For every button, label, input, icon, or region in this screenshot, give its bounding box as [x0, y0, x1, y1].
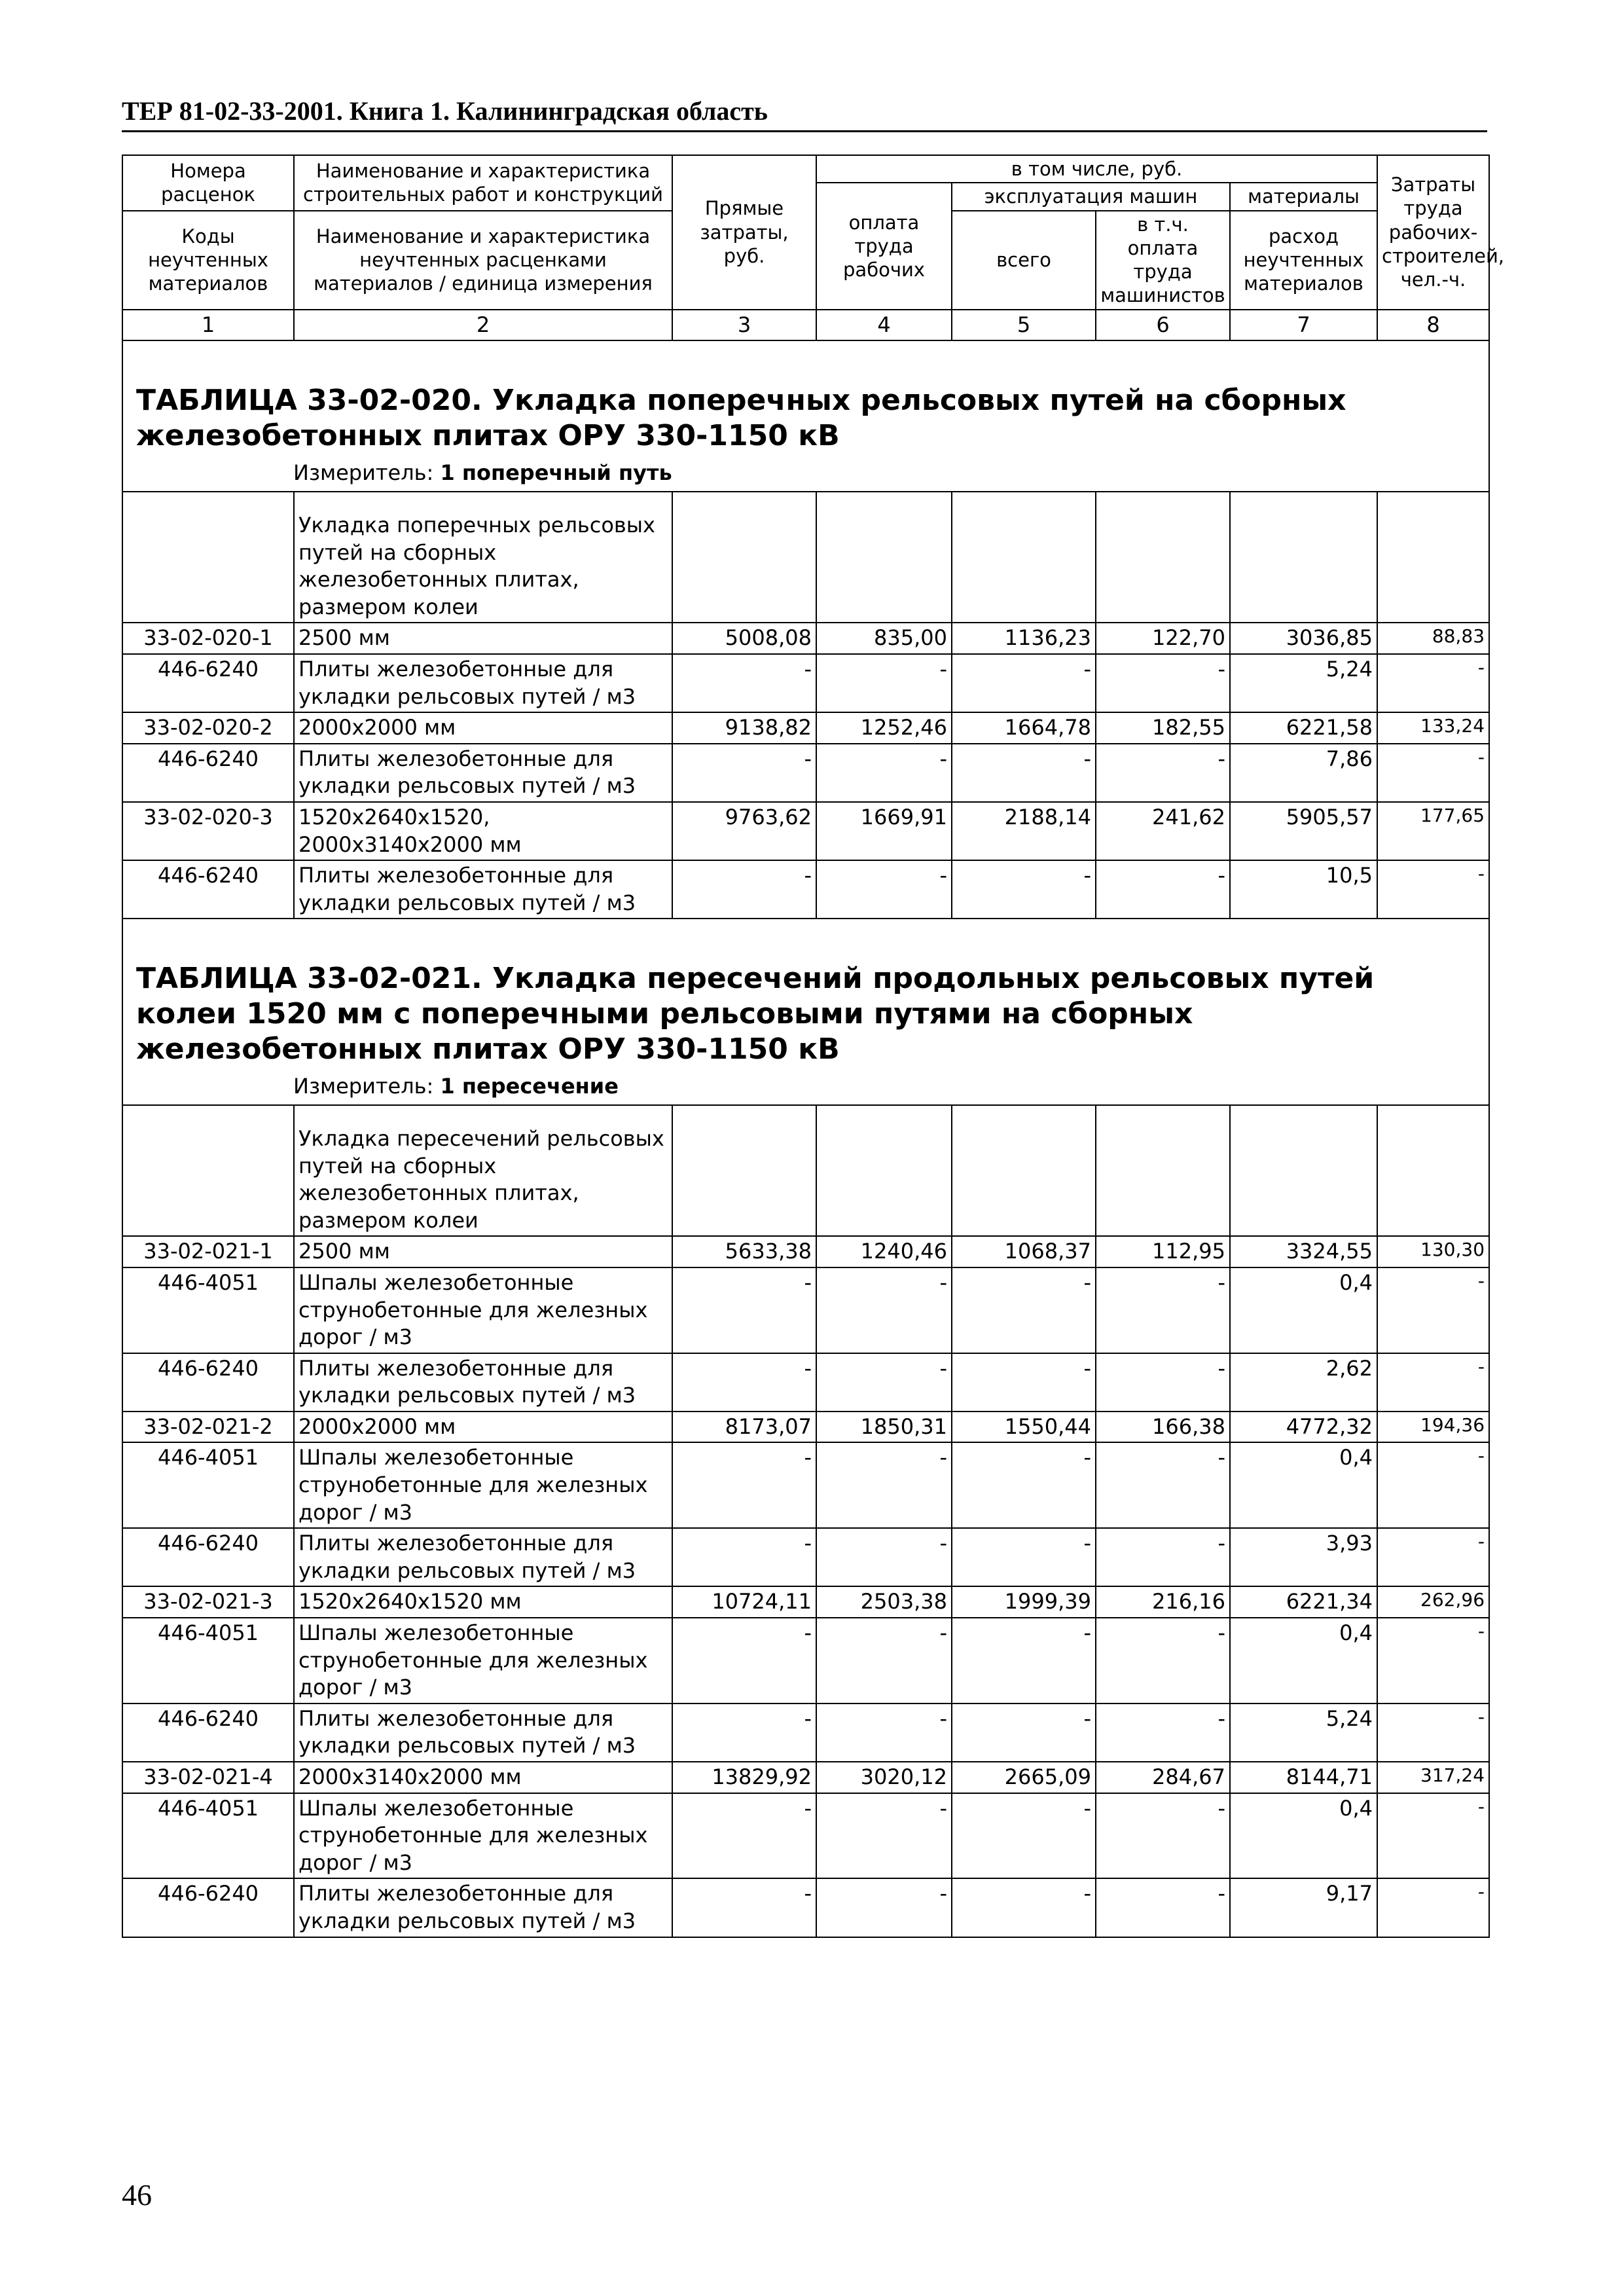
machines-total-value: -	[952, 1878, 1096, 1937]
machines-total-value: 1664,78	[952, 712, 1096, 744]
rate-code: 33-02-020-2	[122, 712, 294, 744]
meter-label: Измеритель:	[293, 1074, 434, 1099]
header-machinists-pay: в т.ч. оплата труда машинистов	[1096, 211, 1230, 310]
labor-costs-value: -	[1377, 1704, 1489, 1762]
page-header: ТЕР 81-02-33-2001. Книга 1. Калининградская область	[122, 96, 1487, 132]
direct-costs-value: -	[672, 1793, 816, 1879]
material-name: Плиты железобетонные для укладки рельсовых путей / м3	[294, 1704, 672, 1762]
rate-code: 33-02-021-4	[122, 1762, 294, 1793]
section-intro: Укладка поперечных рельсовых путей на сборных железобетонных плитах, размером колеи	[294, 492, 672, 623]
materials-value: 3324,55	[1230, 1236, 1377, 1267]
material-row	[122, 1528, 1489, 1586]
materials-value: 5905,57	[1230, 802, 1377, 860]
header-machines-total: всего	[952, 211, 1096, 310]
meter-label: Измеритель:	[293, 460, 434, 486]
machines-total-value: -	[952, 1353, 1096, 1412]
col-number: 2	[294, 310, 672, 341]
meter-line	[123, 1066, 1489, 1104]
direct-costs-value: -	[672, 1353, 816, 1412]
material-code: 446-6240	[122, 1704, 294, 1762]
header-machines: эксплуатация машин	[952, 183, 1230, 210]
machinists-pay-value: -	[1096, 744, 1230, 802]
material-code: 446-6240	[122, 1878, 294, 1937]
materials-consumption-value: 0,4	[1230, 1618, 1377, 1704]
labor-pay-value: -	[816, 1528, 952, 1586]
material-code: 446-4051	[122, 1267, 294, 1353]
header-labor-pay: оплата труда рабочих	[816, 183, 952, 309]
labor-pay-value: 1669,91	[816, 802, 952, 860]
labor-costs-value: 130,30	[1377, 1236, 1489, 1267]
intro-empty-cell	[672, 492, 816, 623]
intro-empty-cell	[1377, 1105, 1489, 1236]
material-row	[122, 1618, 1489, 1704]
machines-total-value: -	[952, 1267, 1096, 1353]
intro-empty-cell	[1377, 492, 1489, 623]
page-number: 46	[122, 2178, 152, 2212]
rate-row	[122, 1236, 1489, 1267]
labor-costs-value: -	[1377, 654, 1489, 712]
header-rate-numbers: Номера расценок	[122, 155, 294, 211]
materials-consumption-value: 9,17	[1230, 1878, 1377, 1937]
direct-costs-value: -	[672, 1442, 816, 1528]
machines-total-value: 2665,09	[952, 1762, 1096, 1793]
labor-pay-value: -	[816, 860, 952, 919]
direct-costs-value: -	[672, 1704, 816, 1762]
machines-total-value: -	[952, 1704, 1096, 1762]
rate-name: 1520x2640x1520 мм	[294, 1586, 672, 1618]
materials-value: 6221,58	[1230, 712, 1377, 744]
direct-costs-value: -	[672, 744, 816, 802]
machines-total-value: 1136,23	[952, 623, 1096, 654]
intro-empty-cell	[672, 1105, 816, 1236]
labor-costs-value: 262,96	[1377, 1586, 1489, 1618]
machinists-pay-value: 182,55	[1096, 712, 1230, 744]
labor-costs-value: -	[1377, 1528, 1489, 1586]
header-labor-costs: Затраты труда рабочих-строителей, чел.-ч.	[1377, 155, 1489, 310]
table-body	[122, 340, 1489, 1937]
header-name-materials: Наименование и характеристика неучтенных расценками материалов / единица измерения	[294, 211, 672, 310]
meter-value: 1 поперечный путь	[440, 460, 672, 486]
machines-total-value: 2188,14	[952, 802, 1096, 860]
material-name: Плиты железобетонные для укладки рельсовых путей / м3	[294, 744, 672, 802]
rate-code: 33-02-021-3	[122, 1586, 294, 1618]
intro-empty-cell	[816, 1105, 952, 1236]
materials-consumption-value: 0,4	[1230, 1793, 1377, 1879]
labor-costs-value: 177,65	[1377, 802, 1489, 860]
materials-value: 6221,34	[1230, 1586, 1377, 1618]
col-number: 4	[816, 310, 952, 341]
material-code: 446-6240	[122, 654, 294, 712]
section-intro: Укладка пересечений рельсовых путей на сборных железобетонных плитах, размером колеи	[294, 1105, 672, 1236]
rate-row	[122, 623, 1489, 654]
materials-consumption-value: 0,4	[1230, 1267, 1377, 1353]
machinists-pay-value: -	[1096, 1442, 1230, 1528]
machinists-pay-value: -	[1096, 1267, 1230, 1353]
material-row	[122, 1442, 1489, 1528]
rate-name: 2500 мм	[294, 623, 672, 654]
material-name: Шпалы железобетонные струнобетонные для железных дорог / м3	[294, 1442, 672, 1528]
col-number: 3	[672, 310, 816, 341]
machinists-pay-value: -	[1096, 1704, 1230, 1762]
rate-code: 33-02-021-1	[122, 1236, 294, 1267]
rate-code: 33-02-020-1	[122, 623, 294, 654]
rates-table	[122, 155, 1505, 1938]
rate-name: 2000x2000 мм	[294, 712, 672, 744]
direct-costs-value: -	[672, 1528, 816, 1586]
rate-name: 2000x2000 мм	[294, 1412, 672, 1443]
labor-pay-value: -	[816, 1793, 952, 1879]
material-row	[122, 1793, 1489, 1879]
labor-costs-value: 88,83	[1377, 623, 1489, 654]
materials-value: 4772,32	[1230, 1412, 1377, 1443]
labor-pay-value: -	[816, 1878, 952, 1937]
materials-consumption-value: 2,62	[1230, 1353, 1377, 1412]
header-materials: материалы	[1230, 183, 1377, 210]
intro-empty-cell	[816, 492, 952, 623]
intro-empty-cell	[1096, 1105, 1230, 1236]
labor-pay-value: -	[816, 1267, 952, 1353]
labor-costs-value: 194,36	[1377, 1412, 1489, 1443]
machinists-pay-value: -	[1096, 1618, 1230, 1704]
header-rate-codes: Коды неучтенных материалов	[122, 211, 294, 310]
rate-name: 2000x3140x2000 мм	[294, 1762, 672, 1793]
col-number: 7	[1230, 310, 1377, 341]
labor-pay-value: 835,00	[816, 623, 952, 654]
labor-pay-value: 1252,46	[816, 712, 952, 744]
section-intro-row	[122, 1105, 1489, 1236]
machines-total-value: -	[952, 744, 1096, 802]
materials-consumption-value: 5,24	[1230, 654, 1377, 712]
labor-pay-value: 3020,12	[816, 1762, 952, 1793]
labor-pay-value: -	[816, 744, 952, 802]
material-code: 446-6240	[122, 860, 294, 919]
machines-total-value: -	[952, 654, 1096, 712]
machinists-pay-value: -	[1096, 860, 1230, 919]
machinists-pay-value: -	[1096, 654, 1230, 712]
labor-costs-value: -	[1377, 860, 1489, 919]
direct-costs-value: 13829,92	[672, 1762, 816, 1793]
material-row	[122, 860, 1489, 919]
direct-costs-value: 10724,11	[672, 1586, 816, 1618]
rate-code: 33-02-021-2	[122, 1412, 294, 1443]
materials-value: 8144,71	[1230, 1762, 1377, 1793]
machines-total-value: -	[952, 860, 1096, 919]
materials-consumption-value: 7,86	[1230, 744, 1377, 802]
machinists-pay-value: -	[1096, 1878, 1230, 1937]
material-row	[122, 744, 1489, 802]
material-row	[122, 1704, 1489, 1762]
direct-costs-value: 5008,08	[672, 623, 816, 654]
labor-pay-value: 2503,38	[816, 1586, 952, 1618]
material-name: Плиты железобетонные для укладки рельсовых путей / м3	[294, 860, 672, 919]
labor-costs-value: -	[1377, 1353, 1489, 1412]
machines-total-value: 1068,37	[952, 1236, 1096, 1267]
material-name: Плиты железобетонные для укладки рельсовых путей / м3	[294, 1353, 672, 1412]
header-materials-consumption: расход неучтенных материалов	[1230, 211, 1377, 310]
labor-costs-value: -	[1377, 744, 1489, 802]
machines-total-value: -	[952, 1528, 1096, 1586]
direct-costs-value: 5633,38	[672, 1236, 816, 1267]
intro-code-cell	[122, 1105, 294, 1236]
labor-costs-value: -	[1377, 1793, 1489, 1879]
direct-costs-value: -	[672, 1878, 816, 1937]
direct-costs-value: -	[672, 654, 816, 712]
machines-total-value: 1550,44	[952, 1412, 1096, 1443]
machinists-pay-value: 216,16	[1096, 1586, 1230, 1618]
machines-total-value: -	[952, 1793, 1096, 1879]
rate-row	[122, 1762, 1489, 1793]
machinists-pay-value: 122,70	[1096, 623, 1230, 654]
material-code: 446-4051	[122, 1618, 294, 1704]
material-code: 446-6240	[122, 1353, 294, 1412]
col-number: 8	[1377, 310, 1489, 341]
material-name: Плиты железобетонные для укладки рельсовых путей / м3	[294, 654, 672, 712]
machines-total-value: -	[952, 1442, 1096, 1528]
labor-pay-value: 1850,31	[816, 1412, 952, 1443]
intro-empty-cell	[1230, 1105, 1377, 1236]
rate-row	[122, 1586, 1489, 1618]
labor-pay-value: -	[816, 1618, 952, 1704]
meter-value: 1 пересечение	[440, 1074, 619, 1099]
section-intro-row	[122, 492, 1489, 623]
direct-costs-value: 8173,07	[672, 1412, 816, 1443]
material-row	[122, 1267, 1489, 1353]
material-name: Шпалы железобетонные струнобетонные для железных дорог / м3	[294, 1793, 672, 1879]
machinists-pay-value: -	[1096, 1353, 1230, 1412]
header-name-works: Наименование и характеристика строительных работ и конструкций	[294, 155, 672, 211]
direct-costs-value: 9138,82	[672, 712, 816, 744]
intro-empty-cell	[952, 1105, 1096, 1236]
material-code: 446-6240	[122, 744, 294, 802]
materials-consumption-value: 3,93	[1230, 1528, 1377, 1586]
rate-row	[122, 712, 1489, 744]
labor-costs-value: 317,24	[1377, 1762, 1489, 1793]
meter-line	[123, 453, 1489, 491]
labor-costs-value: -	[1377, 1442, 1489, 1528]
materials-value: 3036,85	[1230, 623, 1377, 654]
direct-costs-value: -	[672, 860, 816, 919]
labor-costs-value: -	[1377, 1618, 1489, 1704]
intro-code-cell	[122, 492, 294, 623]
material-row	[122, 1353, 1489, 1412]
machinists-pay-value: -	[1096, 1793, 1230, 1879]
header-including: в том числе, руб.	[816, 155, 1377, 183]
section-title: ТАБЛИЦА 33-02-020. Укладка поперечных рельсовых путей на сборных железобетонных плитах ОРУ 330-1150 кВ	[136, 384, 1346, 452]
material-name: Шпалы железобетонные струнобетонные для железных дорог / м3	[294, 1618, 672, 1704]
material-name: Плиты железобетонные для укладки рельсовых путей / м3	[294, 1878, 672, 1937]
machinists-pay-value: 166,38	[1096, 1412, 1230, 1443]
machinists-pay-value: 241,62	[1096, 802, 1230, 860]
materials-consumption-value: 5,24	[1230, 1704, 1377, 1762]
section-title-cell	[122, 919, 1489, 1105]
rate-row	[122, 802, 1489, 860]
intro-empty-cell	[1096, 492, 1230, 623]
labor-costs-value: -	[1377, 1267, 1489, 1353]
rate-name: 2500 мм	[294, 1236, 672, 1267]
labor-costs-value: -	[1377, 1878, 1489, 1937]
header-direct-costs: Прямые затраты, руб.	[672, 155, 816, 310]
section-title-row	[122, 919, 1489, 1105]
intro-empty-cell	[1230, 492, 1377, 623]
machinists-pay-value: 112,95	[1096, 1236, 1230, 1267]
material-row	[122, 654, 1489, 712]
materials-consumption-value: 0,4	[1230, 1442, 1377, 1528]
col-number: 5	[952, 310, 1096, 341]
machinists-pay-value: -	[1096, 1528, 1230, 1586]
section-title-row	[122, 340, 1489, 492]
machines-total-value: -	[952, 1618, 1096, 1704]
direct-costs-value: 9763,62	[672, 802, 816, 860]
col-number: 1	[122, 310, 294, 341]
labor-pay-value: -	[816, 1353, 952, 1412]
material-code: 446-4051	[122, 1793, 294, 1879]
direct-costs-value: -	[672, 1267, 816, 1353]
direct-costs-value: -	[672, 1618, 816, 1704]
rate-code: 33-02-020-3	[122, 802, 294, 860]
material-row	[122, 1878, 1489, 1937]
material-name: Плиты железобетонные для укладки рельсовых путей / м3	[294, 1528, 672, 1586]
labor-pay-value: -	[816, 1442, 952, 1528]
table-header	[122, 155, 1505, 340]
col-number: 6	[1096, 310, 1230, 341]
section-title: ТАБЛИЦА 33-02-021. Укладка пересечений продольных рельсовых путей колеи 1520 мм с поперечными рельсовыми путями на сборных железобетонных плитах ОРУ 330-1150 кВ	[136, 962, 1375, 1066]
labor-pay-value: -	[816, 1704, 952, 1762]
machines-total-value: 1999,39	[952, 1586, 1096, 1618]
material-name: Шпалы железобетонные струнобетонные для железных дорог / м3	[294, 1267, 672, 1353]
labor-costs-value: 133,24	[1377, 712, 1489, 744]
section-title-cell	[122, 340, 1489, 492]
rate-name: 1520x2640x1520, 2000x3140x2000 мм	[294, 802, 672, 860]
materials-consumption-value: 10,5	[1230, 860, 1377, 919]
intro-empty-cell	[952, 492, 1096, 623]
machinists-pay-value: 284,67	[1096, 1762, 1230, 1793]
material-code: 446-4051	[122, 1442, 294, 1528]
labor-pay-value: -	[816, 654, 952, 712]
column-numbers-row	[122, 310, 1489, 341]
labor-pay-value: 1240,46	[816, 1236, 952, 1267]
rate-row	[122, 1412, 1489, 1443]
material-code: 446-6240	[122, 1528, 294, 1586]
